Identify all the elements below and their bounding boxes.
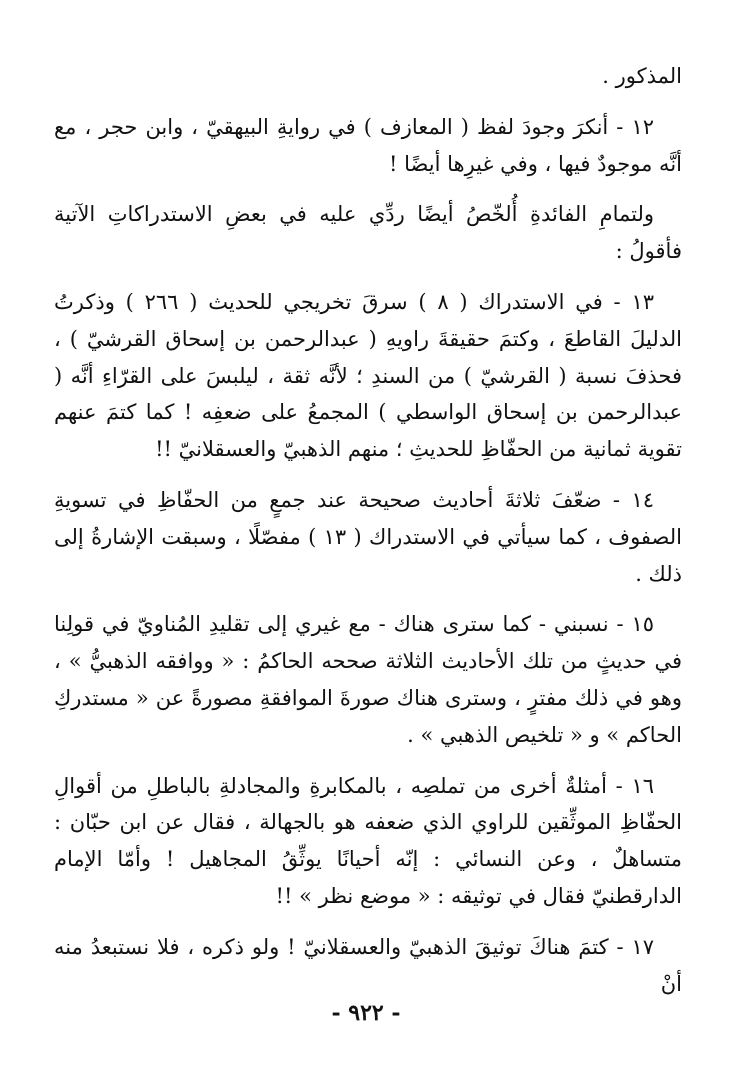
paragraph-item-13: ١٣ - في الاستدراك ( ٨ ) سرقَ تخريجي للحديث ( ٢٦٦ ) وذكرتُ الدليلَ القاطعَ ، وكتمَ حقيقةَ راويهِ ( عبدالرحمن بن إسحاق القرشيّ ) ، فحذفَ نسبة ( القرشيّ ) من السندِ ؛ لأنَّه ثقة ، ليلبسَ على القرّاءِ أنَّه ( عبدالرحمن بن إسحاق الواسطي ) المجمعُ على ضعفِه ! كما كتمَ عنهم تقوية ثمانية من الحفّاظِ للحديثِ ؛ منهم الذهبيّ والعسقلانيّ !! [54,289,682,462]
paragraph-item-14: ١٤ - ضعّفَ ثلاثةَ أحاديث صحيحة عند جمعٍ من الحفّاظِ في تسويةِ الصفوف ، كما سيأتي في الاستدراك ( ١٣ ) مفصّلًا ، وسبقت الإشارةُ إلى ذلك . [54,487,682,586]
paragraph-intro: ولتمامِ الفائدةِ أُلخّصُ أيضًا ردِّي عليه في بعضِ الاستدراكاتِ الآتية فأقولُ : [54,202,682,264]
paragraph-item-15: ١٥ - نسبني - كما سترى هناك - مع غيري إلى تقليدِ المُناويّ في قولِنا في حديثٍ من تلك الأحاديث الثلاثة صححه الحاكمُ : « ووافقه الذهبيُّ » ، وهو في ذلك مفترٍ ، وسترى هناك صورةَ الموافقةِ مصورةً عن « مستدركِ الحاكم » و « تلخيص الذهبي » . [54,612,682,747]
page-body [54,58,682,1016]
paragraph-item-12: ١٢ - أنكرَ وجودَ لفظ ( المعازف ) في روايةِ البيهقيّ ، وابن حجر ، مع أنَّه موجودٌ فيها ، وفي غيرِها أيضًا ! [54,114,682,176]
paragraph-item-17: ١٧ - كتمَ هناكَ توثيقَ الذهبيّ والعسقلانيّ ! ولو ذكره ، فلا نستبعدُ منه أنْ [54,934,682,996]
paragraph-item-16: ١٦ - أمثلةٌ أخرى من تملصِه ، بالمكابرةِ والمجادلةِ بالباطلِ من أقوالِ الحفّاظِ الموثِّقين للراوي الذي ضعفه هو بالجهالة ، فقال عن ابن حبّان : متساهلٌ ، وعن النسائي : إنّه أحيانًا يوثِّقُ المجاهيل ! وأمّا الإمام الدارقطنيّ فقال في توثيقه : « موضع نظر » !! [54,773,682,908]
paragraph-continuation: المذكور . [602,64,682,88]
page-number: - ٩٢٢ - [331,1000,401,1026]
